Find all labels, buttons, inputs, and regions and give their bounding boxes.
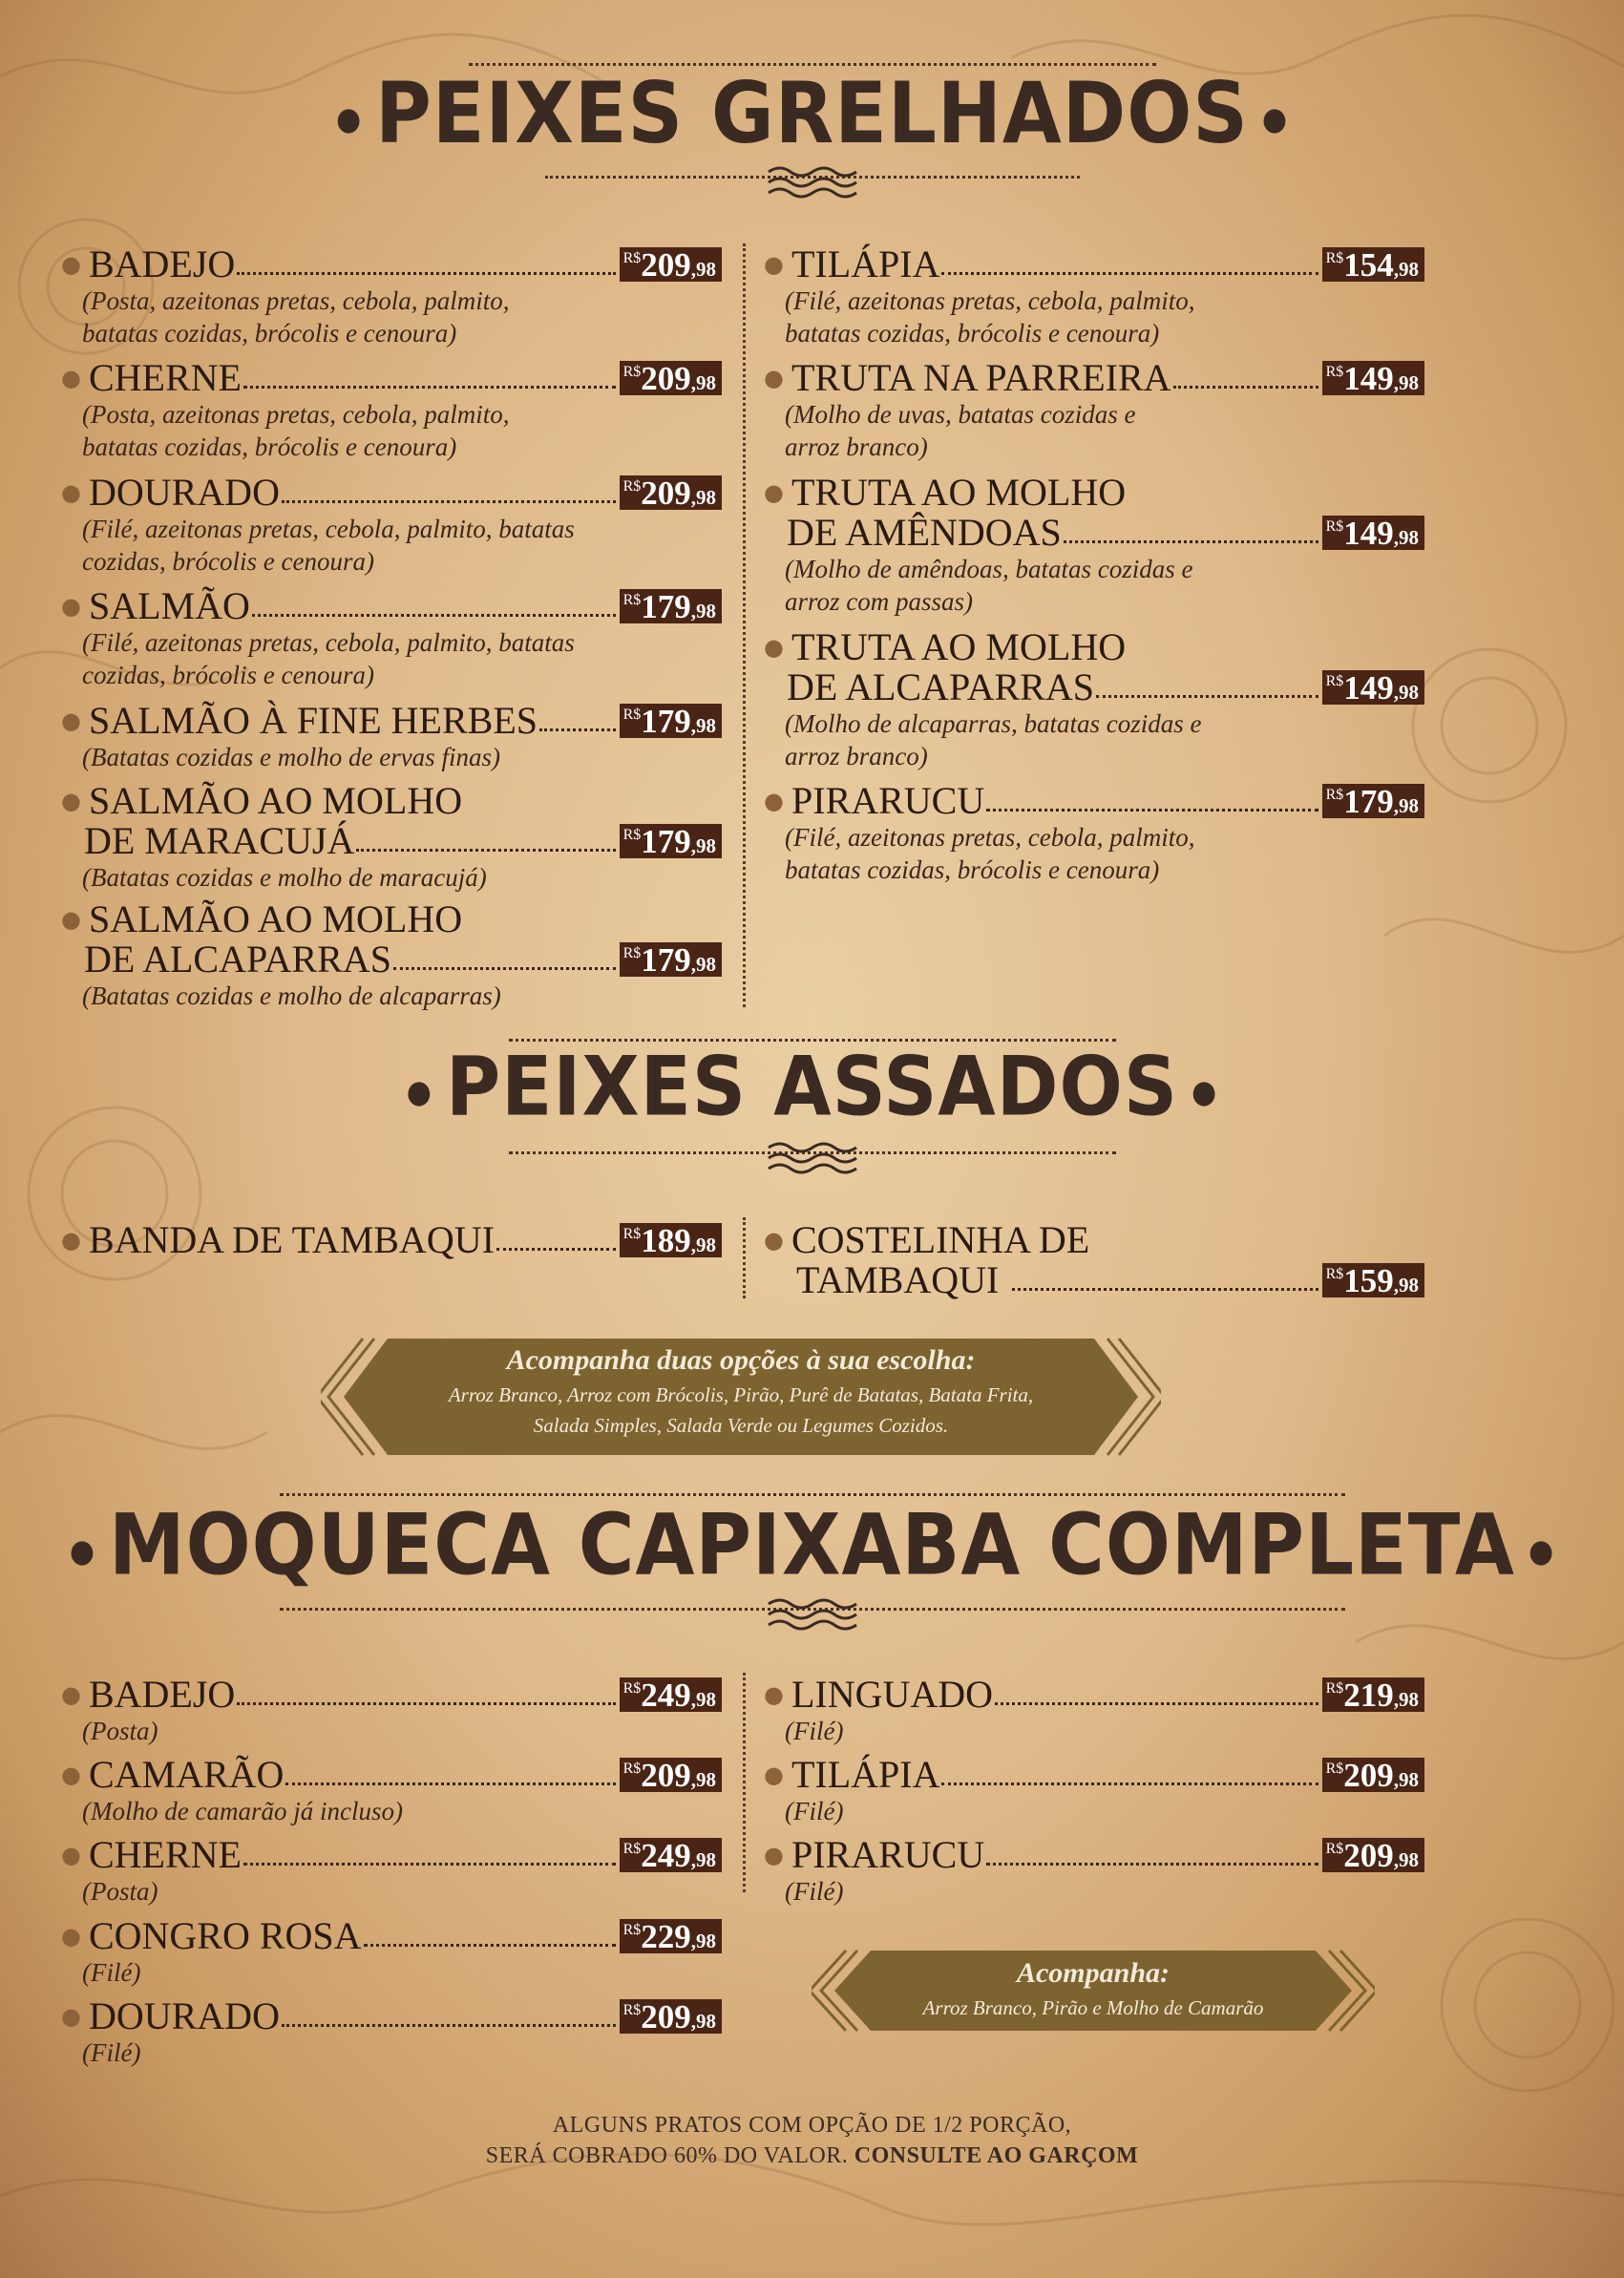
title-bullet: ● — [335, 100, 363, 137]
dot-leader — [356, 849, 615, 852]
price-tag: R$189,98 — [620, 1223, 722, 1257]
item-description: (Posta) — [82, 1717, 158, 1745]
item-name: PIRARUCU — [791, 1833, 985, 1876]
dot-leader — [496, 1248, 616, 1251]
menu-item: ● BADEJO R$249,98 (Posta) — [61, 1675, 722, 1747]
item-description: (Molho de amêndoas, batatas cozidas e arroz com passas) — [785, 555, 1193, 616]
dot-leader — [1064, 540, 1318, 543]
section-title-text: PEIXES GRELHADOS — [375, 64, 1249, 162]
banner-title: Acompanha: — [1016, 1957, 1171, 1989]
dot-leader — [986, 1863, 1318, 1866]
item-name-line1: SALMÃO AO MOLHO — [88, 779, 463, 822]
waves-ornament — [765, 1140, 860, 1176]
menu-item: ● SALMÃO À FINE HERBES R$179,98 (Batatas cozidas e molho de ervas finas) — [61, 701, 722, 773]
sides-banner — [812, 1948, 1375, 2034]
dot-leader — [285, 1782, 615, 1785]
price-tag: R$209,98 — [620, 1999, 722, 2034]
waves-ornament — [765, 1596, 860, 1633]
price-tag: R$209,98 — [1322, 1838, 1424, 1872]
dot-leader — [243, 1863, 616, 1866]
menu-item: ● SALMÃO AO MOLHO DE MARACUJÁ R$179,98 (Batatas cozidas e molho de maracujá) — [61, 781, 722, 894]
dot-leader — [393, 967, 616, 970]
item-name: DE MARACUJÁ — [84, 819, 355, 862]
item-description: (Posta, azeitonas pretas, cebola, palmito, batatas cozidas, brócolis e cenoura) — [82, 286, 510, 348]
section-title-text: MOQUECA CAPIXABA COMPLETA — [109, 1496, 1515, 1594]
price-tag: R$249,98 — [620, 1677, 722, 1712]
waves-ornament — [765, 164, 860, 200]
item-name: PIRARUCU — [791, 779, 985, 822]
dot-leader — [941, 272, 1318, 275]
price-tag: R$209,98 — [620, 1758, 722, 1792]
item-description: (Filé) — [785, 1717, 844, 1745]
dot-leader — [539, 728, 616, 731]
item-name: DE ALCAPARRAS — [787, 665, 1094, 708]
item-description: (Filé, azeitonas pretas, cebola, palmito, batatas cozidas, brócolis e cenoura) — [82, 515, 575, 576]
title-bullet: ● — [406, 1073, 432, 1111]
banner-line: Arroz Branco, Arroz com Brócolis, Pirão, Purê de Batatas, Batata Frita, — [448, 1383, 1034, 1406]
item-name: DE ALCAPARRAS — [84, 938, 391, 981]
item-name: CHERNE — [88, 1833, 242, 1876]
item-description: (Filé) — [82, 2038, 141, 2067]
price-tag: R$179,98 — [620, 589, 722, 623]
item-name: DE AMÊNDOAS — [787, 511, 1062, 554]
item-name: CAMARÃO — [88, 1753, 285, 1796]
item-name: BANDA DE TAMBAQUI — [88, 1218, 495, 1261]
dot-leader — [941, 1782, 1318, 1785]
banner-title: Acompanha duas opções à sua escolha: — [506, 1344, 976, 1376]
item-description: (Filé, azeitonas pretas, cebola, palmito, batatas cozidas, brócolis e cenoura) — [785, 286, 1195, 348]
price-tag: R$149,98 — [1322, 361, 1424, 395]
dot-leader — [1012, 1288, 1318, 1291]
dot-leader — [282, 500, 616, 503]
menu-item: ● TRUTA AO MOLHO DE ALCAPARRAS R$149,98 (Molho de alcaparras, batatas cozidas e arroz branco) — [764, 627, 1424, 772]
item-description: (Molho de uvas, batatas cozidas e arroz branco) — [785, 400, 1136, 461]
menu-item: ● PIRARUCU R$209,98 (Filé) — [764, 1835, 1424, 1908]
item-name: TAMBAQUI — [796, 1258, 1000, 1301]
dot-leader — [282, 2024, 616, 2027]
price-tag: R$229,98 — [620, 1919, 722, 1953]
price-tag: R$209,98 — [620, 247, 722, 282]
dot-leader — [237, 1702, 615, 1705]
menu-item: ● DOURADO R$209,98 (Filé, azeitonas pretas, cebola, palmito, batatas cozidas, brócolis e cenoura) — [61, 473, 722, 578]
menu-item: ● BADEJO R$209,98 (Posta, azeitonas pretas, cebola, palmito, batatas cozidas, brócolis e cenoura) — [61, 244, 722, 349]
price-tag: R$159,98 — [1322, 1263, 1424, 1297]
item-name: CONGRO ROSA — [88, 1914, 362, 1957]
menu-item: ● DOURADO R$209,98 (Filé) — [61, 1996, 722, 2069]
item-description: (Posta) — [82, 1877, 158, 1906]
dot-leader — [995, 1702, 1318, 1705]
item-name-line1: TRUTA AO MOLHO — [791, 625, 1127, 668]
price-tag: R$209,98 — [620, 361, 722, 395]
menu-item: ● TILÁPIA R$154,98 (Filé, azeitonas pretas, cebola, palmito, batatas cozidas, brócolis e cenoura) — [764, 244, 1424, 349]
title-bullet: ● — [1192, 1073, 1218, 1111]
portion-note — [0, 2110, 1624, 2171]
item-name: LINGUADO — [791, 1673, 994, 1716]
item-description: (Filé, azeitonas pretas, cebola, palmito, batatas cozidas, brócolis e cenoura) — [82, 628, 575, 689]
price-tag: R$209,98 — [620, 475, 722, 510]
price-tag: R$179,98 — [620, 704, 722, 738]
item-description: (Filé) — [785, 1797, 844, 1825]
item-name-line1: COSTELINHA DE — [791, 1218, 1090, 1261]
dot-leader — [237, 272, 615, 275]
dot-leader — [252, 614, 616, 617]
price-tag: R$179,98 — [1322, 784, 1424, 818]
item-name: TILÁPIA — [791, 243, 940, 285]
dot-leader — [1096, 695, 1318, 698]
section-title — [56, 1496, 1568, 1593]
title-bullet: ● — [1528, 1532, 1555, 1570]
item-name: CHERNE — [88, 356, 242, 399]
menu-item: ● CHERNE R$209,98 (Posta, azeitonas pretas, cebola, palmito, batatas cozidas, brócolis e cenoura) — [61, 358, 722, 463]
dot-leader — [986, 809, 1318, 812]
menu-item: ● PIRARUCU R$179,98 (Filé, azeitonas pretas, cebola, palmito, batatas cozidas, brócolis e cenoura) — [764, 781, 1424, 886]
item-description: (Molho de alcaparras, batatas cozidas e arroz branco) — [785, 709, 1202, 770]
title-bullet: ● — [1261, 100, 1289, 137]
price-tag: R$149,98 — [1322, 670, 1424, 705]
item-description: (Batatas cozidas e molho de ervas finas) — [82, 743, 500, 771]
title-bullet: ● — [69, 1532, 96, 1570]
item-name: SALMÃO — [88, 584, 250, 627]
menu-item: ● COSTELINHA DE TAMBAQUI R$159,98 — [764, 1220, 1424, 1300]
item-description: (Molho de camarão já incluso) — [82, 1797, 403, 1825]
section-title — [323, 64, 1301, 161]
note-line1: ALGUNS PRATOS COM OPÇÃO DE 1/2 PORÇÃO, — [552, 2113, 1072, 2138]
price-tag: R$249,98 — [620, 1838, 722, 1872]
item-name-line1: TRUTA AO MOLHO — [791, 471, 1127, 514]
price-tag: R$219,98 — [1322, 1677, 1424, 1712]
note-emphasis: CONSULTE AO GARÇOM — [854, 2143, 1139, 2168]
item-description: (Filé) — [785, 1877, 844, 1906]
menu-item: ● SALMÃO AO MOLHO DE ALCAPARRAS R$179,98 (Batatas cozidas e molho de alcaparras) — [61, 899, 722, 1012]
price-tag: R$154,98 — [1322, 247, 1424, 282]
item-name-line1: SALMÃO AO MOLHO — [88, 897, 463, 940]
menu-item: ● TRUTA AO MOLHO DE AMÊNDOAS R$149,98 (Molho de amêndoas, batatas cozidas e arroz com passas) — [764, 473, 1424, 618]
banner-line: Arroz Branco, Pirão e Molho de Camarão — [922, 1996, 1264, 2019]
item-description: (Filé) — [82, 1958, 141, 1987]
section-title-text: PEIXES ASSADOS — [445, 1040, 1179, 1135]
dot-leader — [243, 386, 616, 389]
note-line2: SERÁ COBRADO 60% DO VALOR. CONSULTE AO GARÇOM — [485, 2143, 1139, 2168]
column-divider — [743, 1673, 746, 1892]
column-divider — [743, 243, 746, 1007]
item-name: BADEJO — [88, 1673, 236, 1716]
item-name: TRUTA NA PARREIRA — [791, 356, 1171, 399]
item-description: (Filé, azeitonas pretas, cebola, palmito, batatas cozidas, brócolis e cenoura) — [785, 823, 1195, 884]
item-name: TILÁPIA — [791, 1753, 940, 1796]
dot-leader — [364, 1944, 616, 1947]
item-name: DOURADO — [88, 1994, 280, 2037]
item-name: DOURADO — [88, 471, 280, 514]
menu-item: ● TRUTA NA PARREIRA R$149,98 (Molho de uvas, batatas cozidas e arroz branco) — [764, 358, 1424, 463]
price-tag: R$149,98 — [1322, 516, 1424, 550]
menu-item: ● LINGUADO R$219,98 (Filé) — [764, 1675, 1424, 1747]
price-tag: R$179,98 — [620, 942, 722, 977]
price-tag: R$209,98 — [1322, 1758, 1424, 1792]
banner-line: Salada Simples, Salada Verde ou Legumes Cozidos. — [533, 1414, 949, 1437]
section-title — [393, 1041, 1231, 1135]
dot-leader — [1173, 386, 1318, 389]
menu-item: ● TILÁPIA R$209,98 (Filé) — [764, 1755, 1424, 1827]
item-description: (Batatas cozidas e molho de maracujá) — [82, 863, 487, 892]
item-name: SALMÃO À FINE HERBES — [88, 699, 538, 742]
sides-banner — [321, 1335, 1161, 1459]
menu-item: ● CAMARÃO R$209,98 (Molho de camarão já incluso) — [61, 1755, 722, 1827]
menu-item: ● CHERNE R$249,98 (Posta) — [61, 1835, 722, 1908]
menu-item: ● BANDA DE TAMBAQUI R$189,98 — [61, 1220, 722, 1260]
column-divider — [743, 1217, 746, 1298]
menu-item: ● SALMÃO R$179,98 (Filé, azeitonas pretas, cebola, palmito, batatas cozidas, brócolis e cenoura) — [61, 586, 722, 691]
price-tag: R$179,98 — [620, 824, 722, 858]
menu-item: ● CONGRO ROSA R$229,98 (Filé) — [61, 1916, 722, 1989]
item-name: BADEJO — [88, 243, 236, 285]
item-description: (Batatas cozidas e molho de alcaparras) — [82, 981, 501, 1010]
item-description: (Posta, azeitonas pretas, cebola, palmito, batatas cozidas, brócolis e cenoura) — [82, 400, 510, 461]
